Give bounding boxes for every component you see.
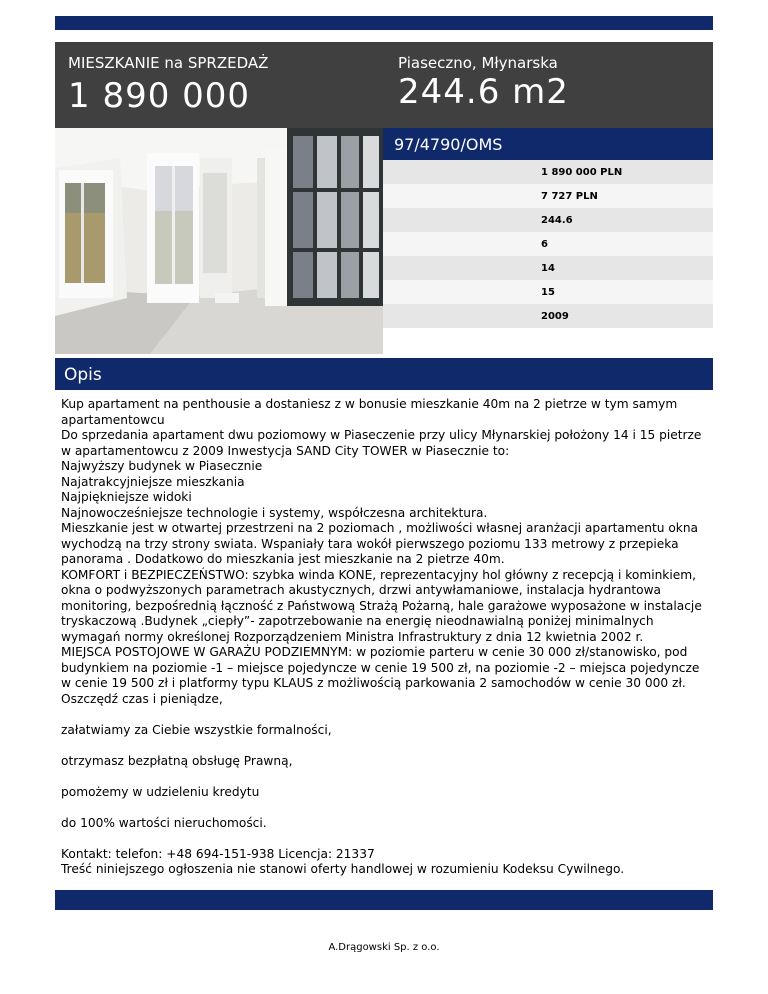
disclaimer: Treść niniejszego ogłoszenia nie stanowi oferty handlowej w rozumieniu Kodeksu Cywilnego.	[61, 862, 625, 876]
listing-header	[55, 42, 713, 128]
desc-line: MIEJSCA POSTOJOWE W GARAŻU PODZIEMNYM: w poziomie parteru w cenie 30 000 zł/stanowisko, pod budynkiem na poziomie -1 – miejsce pojedyncze w cenie 19 500 zł, na poziomie -2 – miejsca pojedyncze w cenie 19 500 zł i platformy typu KLAUS z możliwością parkowania 2 samochodów w cenie 30 000 zł.	[61, 645, 700, 690]
listing-price: 1 890 000	[68, 76, 251, 116]
spec-rooms: 6	[383, 232, 713, 256]
description	[61, 397, 711, 878]
spec-price-per-m2: 7 727 PLN	[383, 184, 713, 208]
listing-area: 244.6 m2	[398, 72, 569, 112]
desc-legal: otrzymasz bezpłatną obsługę Prawną,	[61, 753, 293, 768]
desc-line: Najpiękniejsze widoki	[61, 490, 192, 504]
spec-area: 244.6	[383, 208, 713, 232]
desc-line: Do sprzedania apartament dwu poziomowy w Piaseczenie przy ulicy Młynarskiej położony 14 i 15 pietrze w apartamentowcu z 2009 Inwestycja SAND City TOWER w Piasecznie to:	[61, 428, 702, 458]
spec-year-built: 2009	[383, 304, 713, 328]
reference-number: 97/4790/OMS	[383, 128, 713, 160]
footer-company: A.Drągowski Sp. z o.o.	[328, 942, 440, 953]
top-bar	[55, 16, 713, 30]
specs-table	[383, 160, 713, 328]
desc-line: Najwyższy budynek w Piasecznie	[61, 459, 263, 473]
contact-info: Kontakt: telefon: +48 694-151-938 Licencja: 21337	[61, 846, 375, 861]
desc-formalities: załatwiamy za Ciebie wszystkie formalności,	[61, 722, 332, 737]
desc-line: Mieszkanie jest w otwartej przestrzeni na 2 poziomach , możliwości własnej aranżacji apartamentu okna wychodzą na trzy strony swiata. Wspaniały tara wokół pierwszego poziomu 133 metrowy z przepieka panorama . Dodatkowo do mieszkania jest mieszkanie na 2 pietrze 40m.	[61, 521, 699, 566]
desc-value: do 100% wartości nieruchomości.	[61, 815, 267, 830]
spec-floor: 14	[383, 256, 713, 280]
desc-line: Najnowocześniejsze technologie i systemy, współczesna architektura.	[61, 505, 488, 520]
section-title: Opis	[55, 358, 713, 390]
spec-floors-total: 15	[383, 280, 713, 304]
desc-line: Kup apartament na penthousie a dostaniesz z w bonusie mieszkanie 40m na 2 pietrze w tym samym apartamentowcu	[61, 397, 678, 427]
apartment-photo	[55, 128, 383, 354]
desc-credit: pomożemy w udzieleniu kredytu	[61, 784, 260, 799]
listing-location: Piaseczno, Młynarska	[398, 54, 558, 72]
bottom-bar	[55, 890, 713, 910]
desc-line: Oszczędź czas i pieniądze,	[61, 691, 223, 706]
spec-price-total: 1 890 000 PLN	[383, 160, 713, 184]
header-right	[398, 54, 569, 112]
desc-line: Najatrakcyjniejsze mieszkania	[61, 474, 245, 489]
listing-type: MIESZKANIE na SPRZEDAŻ	[68, 54, 269, 72]
header-left	[68, 54, 268, 116]
desc-line: KOMFORT i BEZPIECZEŃSTWO: szybka winda KONE, reprezentacyjny hol główny z recepcją i kominkiem, okna o podwyższonych parametrach akustycznych, drzwi antywłamaniowe, instalacja hydrantowa monitoring, bezpośrednią łączność z Państwową Strażą Pożarną, hale garażowe wyposażone w instalacje tryskaczową .Budynek „ciepły”- zapotrzebowanie na energię nieodnawialną poniżej minimalnych wymagań normy określonej Rozporządzeniem Ministra Infrastruktury z dnia 12 kwietnia 2002 r.	[61, 567, 702, 644]
